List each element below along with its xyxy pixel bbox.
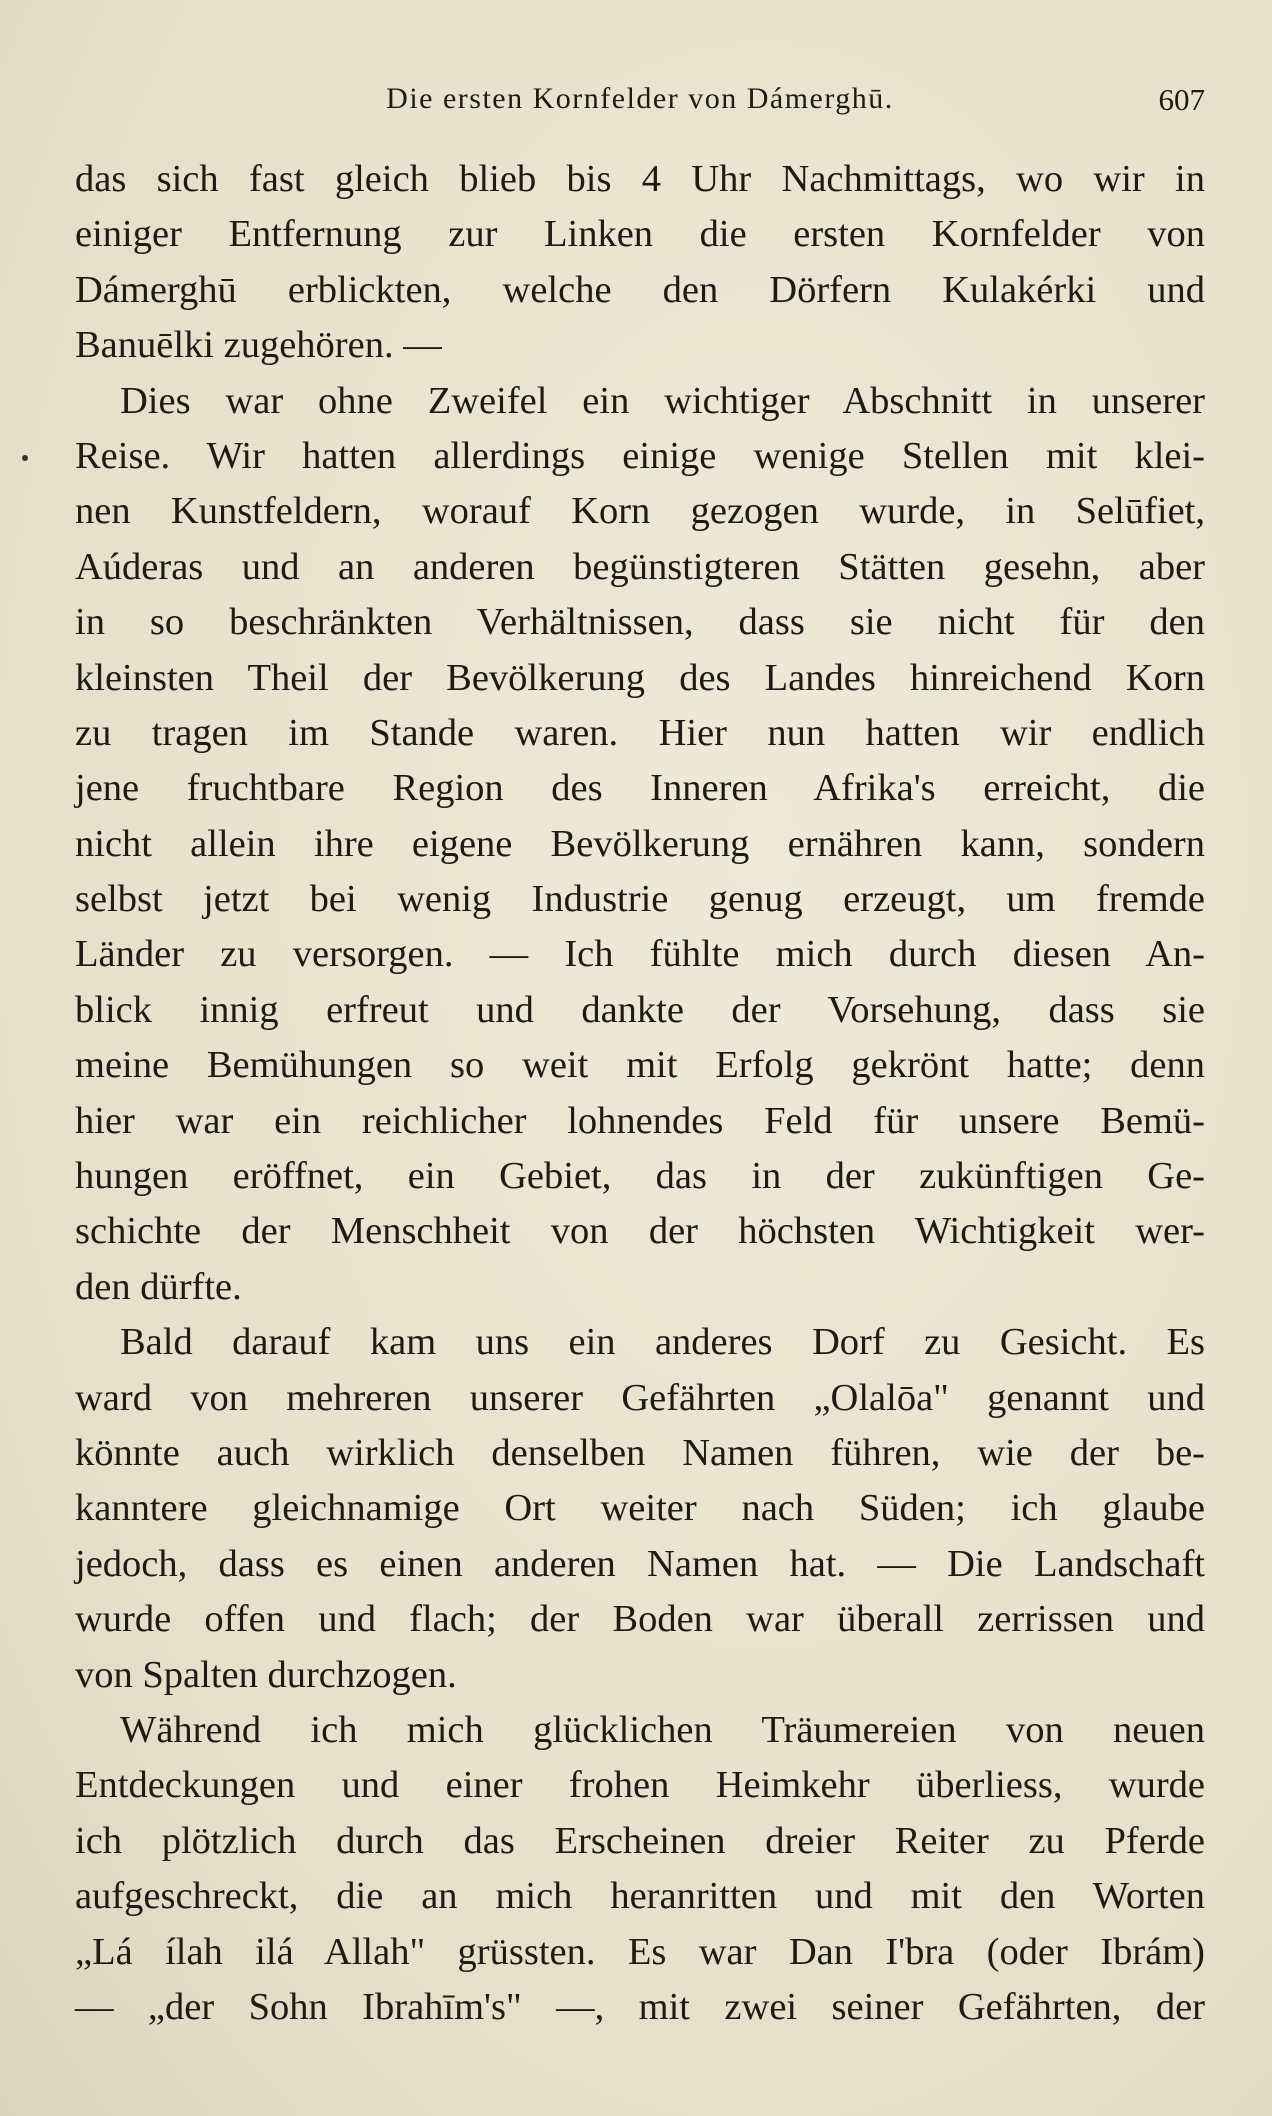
text-line: hier war ein reichlicher lohnendes Feld für unsere Bemü- — [75, 1099, 1205, 1142]
text-line: — „der Sohn Ibrahīm's" —, mit zwei seiner Gefährten, der — [75, 1985, 1205, 2028]
text-line: den dürfte. — [75, 1265, 242, 1308]
text-line: Aúderas und an anderen begünstigteren Stätten gesehn, aber — [75, 545, 1205, 588]
text-line: kleinsten Theil der Bevölkerung des Landes hinreichend Korn — [75, 656, 1205, 699]
text-line: das sich fast gleich blieb bis 4 Uhr Nachmittags, wo wir in — [75, 158, 1205, 200]
text-line: nen Kunstfeldern, worauf Korn gezogen wurde, in Selūfiet, — [75, 490, 1205, 533]
margin-dot — [22, 455, 28, 461]
text-line: meine Bemühungen so weit mit Erfolg gekrönt hatte; denn — [75, 1044, 1205, 1087]
running-title: Die ersten Kornfelder von Dámerghū. — [386, 82, 894, 115]
text-line: Während ich mich glücklichen Träumereien von neuen — [120, 1708, 1205, 1751]
text-line: Banuēlki zugehören. — — [75, 324, 442, 367]
text-line: aufgeschreckt, die an mich heranritten und mit den Worten — [75, 1875, 1205, 1918]
text-line: nicht allein ihre eigene Bevölkerung ernähren kann, sondern — [75, 822, 1205, 865]
text-line: ward von mehreren unserer Gefährten „Olalōa" genannt und — [75, 1376, 1205, 1419]
text-line: kanntere gleichnamige Ort weiter nach Süden; ich glaube — [75, 1487, 1205, 1530]
text-line: selbst jetzt bei wenig Industrie genug erzeugt, um fremde — [75, 878, 1205, 921]
running-head — [75, 78, 1205, 128]
page-number: 607 — [1158, 82, 1205, 117]
body-text — [75, 152, 1205, 2035]
text-line: wurde offen und flach; der Boden war überall zerrissen und — [75, 1598, 1205, 1641]
text-line: in so beschränkten Verhältnissen, dass sie nicht für den — [75, 601, 1205, 644]
text-line: könnte auch wirklich denselben Namen führen, wie der be- — [75, 1431, 1205, 1474]
text-line: zu tragen im Stande waren. Hier nun hatten wir endlich — [75, 711, 1205, 754]
text-line: Dies war ohne Zweifel ein wichtiger Abschnitt in unserer — [120, 379, 1205, 422]
text-line: „Lá ílah ilá Allah" grüssten. Es war Dan I'bra (oder Ibrám) — [75, 1930, 1205, 1973]
text-line: einiger Entfernung zur Linken die ersten Kornfelder von — [75, 213, 1205, 256]
text-line: Länder zu versorgen. — Ich fühlte mich durch diesen An- — [75, 933, 1205, 976]
text-line: blick innig erfreut und dankte der Vorsehung, dass sie — [75, 988, 1205, 1031]
text-line: ich plötzlich durch das Erscheinen dreier Reiter zu Pferde — [75, 1819, 1205, 1862]
text-line: hungen eröffnet, ein Gebiet, das in der zukünftigen Ge- — [75, 1155, 1205, 1198]
text-line: Reise. Wir hatten allerdings einige wenige Stellen mit klei- — [75, 434, 1205, 477]
text-line: Entdeckungen und einer frohen Heimkehr überliess, wurde — [75, 1764, 1205, 1807]
text-line: schichte der Menschheit von der höchsten Wichtigkeit wer- — [75, 1210, 1205, 1253]
text-line: jene fruchtbare Region des Inneren Afrika's erreicht, die — [75, 767, 1205, 810]
text-line: von Spalten durchzogen. — [75, 1653, 457, 1696]
text-line: Bald darauf kam uns ein anderes Dorf zu Gesicht. Es — [120, 1321, 1205, 1364]
text-line: Dámerghū erblickten, welche den Dörfern Kulakérki und — [75, 268, 1205, 311]
text-line: jedoch, dass es einen anderen Namen hat. — Die Landschaft — [75, 1542, 1205, 1585]
